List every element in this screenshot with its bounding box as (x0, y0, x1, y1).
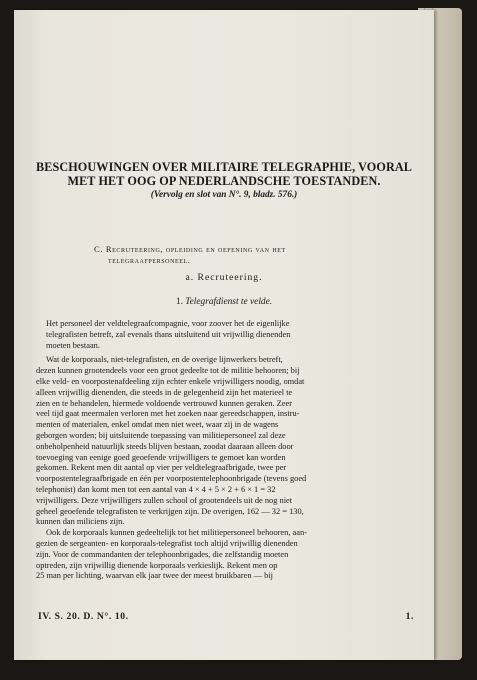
book-page (14, 10, 434, 660)
section-heading-line-2: telegraafpersoneel. (108, 255, 191, 265)
text-line: dezen kunnen grootendeels voor een groot gedeelte tot de militie behooren; bij (36, 366, 300, 376)
text-line: toevoeging van eenige goed geoefende vrijwilligers te gemoet kan worden (36, 452, 286, 462)
body-text (36, 319, 420, 582)
text-line: vrijwilligers. Deze vrijwilligers zullen school of grootendeels uit de nog niet (36, 495, 293, 505)
text-line: menten of materialen, enkel omdat men niet weet, waar zij in de wagens (36, 420, 279, 430)
text-line: kunnen dan miliciens zijn. (36, 517, 125, 527)
text-line: Wat de korporaals, niet-telegrafisten, en de overige lijnwerkers betreft, (46, 355, 283, 365)
text-line: elke veld- en voorpostenafdeeling zijn echter enkele vrijwilligers noodig, omdat (36, 376, 305, 386)
text-line: moeten bestaan. (46, 340, 100, 350)
text-line: alleen vrijwillig dienenden, die steeds in de gelegenheid zijn het materieel te (36, 387, 293, 397)
text-line: gezien de sergeanten- en korporaals-telegrafist toch altijd vrijwillig dienenden (36, 538, 298, 548)
text-line: gekomen. Rekent men dit aantal op vier per veldtelegraafbrigade, twee per (36, 463, 287, 473)
paragraph-1 (36, 319, 420, 351)
subsection-heading: a. Recruteering. (185, 272, 263, 283)
subsubsection-heading (14, 297, 434, 307)
section-heading (94, 244, 394, 266)
text-line: telephonist) dan komt men tot een aantal van 4 × 4 + 5 × 2 + 6 × 1 = 32 (36, 484, 276, 494)
paragraph-3 (36, 528, 420, 582)
subsubsection-title: Telegrafdienst te velde. (185, 297, 273, 307)
text-line: geheel geoefende telegrafisten te verkrijgen zijn. De overigen, 162 — 32 = 130, (36, 506, 304, 516)
text-line: 25 man per lichting, waarvan elk jaar twee der meest bruikbaren — bij (36, 571, 273, 581)
text-line: voorpostentelegraafbrigade en één per voorpostentelephoonbrigade (tevens goed (36, 474, 307, 484)
text-line: Ook de korporaals kunnen gedeeltelijk tot het militiepersoneel behooren, aan- (46, 528, 307, 538)
text-line: veel tijd gaat meermalen verloren met het zoeken naar gereedschappen, instru- (36, 409, 300, 419)
printer-signature: IV. S. 20. D. N°. 10. (38, 611, 129, 622)
text-line: Het personeel der veldtelegraafcompagnie, voor zoover het de eigenlijke (46, 319, 290, 328)
section-heading-line-1: C. Recruteering, opleiding en oefening van het (94, 244, 286, 254)
subsubsection-number: 1. (175, 297, 183, 307)
paragraph-2 (36, 355, 420, 528)
signature-number: 1. (405, 611, 414, 622)
article-title-line-1: BESCHOUWINGEN OVER MILITAIRE TELEGRAPHIE, VOORAL (35, 160, 412, 174)
text-line: telegrafisten betreft, zal evenals thans uitsluitend uit vrijwillig dienenden (46, 329, 291, 339)
text-line: zijn. Voor de commandanten der telephoonbrigades, die zelfstandig moeten (36, 549, 289, 559)
article-subtitle: (Vervolg en slot van N°. 9, bladz. 576.) (150, 190, 298, 200)
text-line: onbeholpenheid natuurlijk steeds blijven bestaan, zoodat daaraan alleen door (36, 441, 294, 451)
article-title-line-2: MET HET OOG OP NEDERLANDSCHE TOESTANDEN. (67, 174, 381, 188)
article-title (14, 160, 434, 188)
text-line: optreden, zijn vrijwillig dienende korporaals verkieslijk. Rekent men op (36, 560, 278, 570)
text-line: zien en te behandelen, hiermede voldoende vertrouwd kunnen geraken. Zeer (36, 398, 293, 408)
text-line: geborgen worden; bij uitsluitende toepassing van militiepersoneel zal deze (36, 430, 286, 440)
